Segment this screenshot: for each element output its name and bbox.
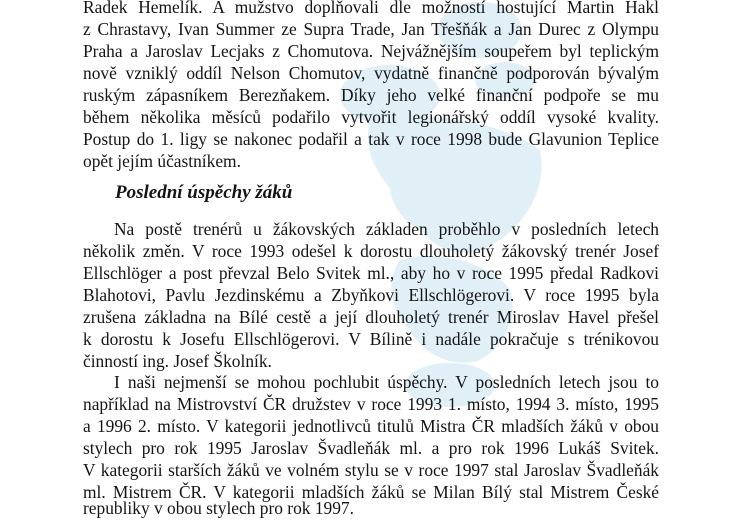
text-line: například na Mistrovství ČR družstev v roce 1993 1. místo, 1994 3. místo, 1995 [83, 394, 659, 414]
text-line: Radek Hemelík. A mužstvo doplňovali dle možností hostující Martin Hakl [83, 0, 659, 17]
text-line: Postup do 1. ligy se nakonec podařil a tak v roce 1998 bude Glavunion Teplice [83, 129, 659, 149]
text-line: během několika měsíců podařilo vytvořit legionářský oddíl vysoké kvality. [83, 107, 659, 127]
text-line: ml. Mistrem ČR. V kategorii mladších žáků se Milan Bílý stal Mistrem České [83, 482, 659, 502]
text-line: stylech pro rok 1995 Jaroslav Švadleňák ml. a pro rok 1996 Lukáš Svitek. [83, 438, 659, 458]
text-line: V kategorii starších žáků ve volném stylu se v roce 1997 stal Jaroslav Švadleňák [83, 460, 659, 480]
text-line: a 1996 2. místo. V kategorii jednotlivců titulů Mistra ČR mladších žáků v obou [83, 416, 659, 436]
text-line: ruským zápasníkem Berezňakem. Díky jeho velké finanční podpoře se mu [83, 85, 659, 105]
text-line: republiky v obou stylech pro rok 1997. [83, 498, 354, 518]
text-line: několik změn. V roce 1993 odešel k dorostu dlouholetý žákovský trenér Josef [83, 241, 659, 261]
text-line: k dorostu k Josefu Ellschlögerovi. V Bílině i nadále pokračuje s trénikovou [83, 329, 659, 349]
text-line: I naši nejmenší se mohou pochlubit úspěchy. V posledních letech jsou to [114, 372, 659, 392]
text-line: nově vzniklý oddíl Nelson Chomutov, vydatně finančně podporován bývalým [83, 63, 659, 83]
text-line: zrušena základna na Bílé cestě a její dlouholetý trenér Miroslav Havel přešel [83, 307, 659, 327]
text-line: Na postě trenérů u žákovských základen proběhlo v posledních letech [114, 219, 659, 239]
section-heading: Poslední úspěchy žáků [115, 182, 293, 203]
text-line: opět jejím účastníkem. [83, 151, 241, 171]
text-line: Praha a Jaroslav Lecjaks z Chomutova. Nejvážnějším soupeřem byl teplickým [83, 41, 659, 61]
text-line: Blahotovi, Pavlu Jezdinskému a Zbyňkovi Ellschlögerovi. V roce 1995 byla [83, 285, 659, 305]
text-line: z Chrastavy, Ivan Summer ze Supra Trade, Jan Třešňák a Jan Durec z Olympu [83, 19, 659, 39]
text-line: činností ing. Josef Školník. [83, 351, 272, 371]
text-line: Ellschlöger a post převzal Belo Svitek ml., aby ho v roce 1995 předal Radkovi [83, 263, 659, 283]
